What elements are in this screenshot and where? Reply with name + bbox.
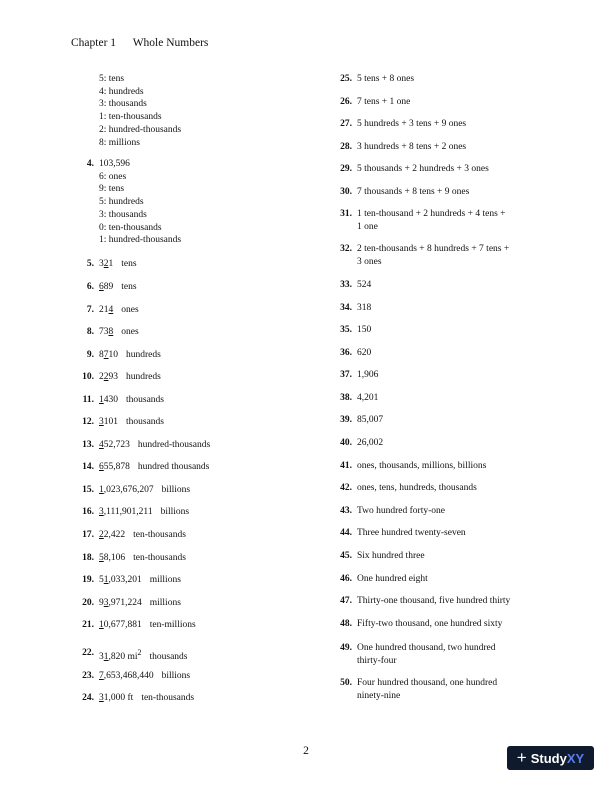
exercise-number: 50. bbox=[340, 678, 352, 688]
exercise-number: 29. bbox=[340, 164, 352, 174]
answer-line: thirty-four bbox=[357, 655, 397, 666]
number-part: 101 bbox=[103, 417, 118, 427]
answer-line: Four hundred thousand, one hundred bbox=[357, 678, 498, 688]
underlined-digit: 2 bbox=[103, 372, 109, 382]
digit-place-line: 9: tens bbox=[99, 184, 125, 195]
digit-place-line: 5: hundreds bbox=[99, 197, 144, 208]
answer-line: Three hundred twenty-seven bbox=[357, 528, 466, 538]
answer-text bbox=[99, 619, 196, 632]
answer-text bbox=[99, 597, 181, 610]
answer-line: Two hundred forty-one bbox=[357, 506, 445, 516]
answer-line: 85,007 bbox=[357, 415, 384, 425]
place-value: thousands bbox=[126, 395, 164, 405]
exercise-number: 17. bbox=[82, 530, 94, 540]
exercise-number: 44. bbox=[340, 528, 352, 538]
number-part: 1 bbox=[108, 259, 114, 269]
exercise-number: 27. bbox=[340, 119, 352, 129]
number-part: 10 bbox=[108, 350, 118, 360]
place-value: thousands bbox=[126, 417, 164, 427]
answer-line: Thirty-one thousand, five hundred thirty bbox=[357, 596, 511, 606]
place-value: ten-thousands bbox=[141, 693, 195, 703]
place-value: ones bbox=[121, 327, 139, 337]
answer-text bbox=[99, 394, 164, 407]
page-number: 2 bbox=[303, 745, 309, 757]
exercise-number: 25. bbox=[340, 74, 352, 84]
answer-text bbox=[99, 647, 187, 664]
place-value: ten-millions bbox=[149, 620, 196, 630]
underlined-digit: 1 bbox=[103, 575, 109, 585]
exponent: 2 bbox=[137, 648, 142, 657]
answer-line: 1 one bbox=[357, 221, 378, 232]
exercise-number: 32. bbox=[340, 244, 352, 254]
brand-name: Study bbox=[530, 750, 567, 766]
exercise-number: 7. bbox=[86, 305, 94, 315]
place-value: hundred thousands bbox=[137, 462, 210, 472]
answer-text bbox=[99, 281, 137, 294]
exercise-number: 11. bbox=[82, 395, 94, 405]
place-value: billions bbox=[161, 485, 191, 495]
exercise-number: 8. bbox=[86, 327, 94, 337]
place-value: hundreds bbox=[126, 350, 161, 360]
place-value: billions bbox=[160, 507, 190, 517]
exercise-number: 33. bbox=[340, 280, 352, 290]
answer-line: 2 ten-thousands + 8 hundreds + 7 tens + bbox=[357, 244, 510, 254]
plus-icon: + bbox=[516, 748, 527, 767]
answer-text bbox=[99, 692, 194, 705]
exercise-number: 40. bbox=[340, 438, 352, 448]
continuation-line: 5: tens bbox=[99, 74, 125, 84]
number-part: 2 bbox=[99, 372, 104, 382]
answer-line: 150 bbox=[357, 325, 372, 335]
place-value: ten-thousands bbox=[133, 553, 186, 563]
answer-line: 7 thousands + 8 tens + 9 ones bbox=[357, 187, 470, 197]
exercise-number: 22. bbox=[82, 648, 94, 658]
answer-line: 5 tens + 8 ones bbox=[357, 74, 415, 84]
number-part: 3 bbox=[99, 259, 104, 269]
underlined-digit: 3 bbox=[99, 507, 104, 517]
answer-line: 4,201 bbox=[357, 393, 379, 403]
exercise-number: 35. bbox=[340, 325, 352, 335]
exercise-number: 42. bbox=[340, 483, 352, 493]
underlined-digit: 2 bbox=[99, 530, 104, 540]
answer-text bbox=[99, 349, 161, 362]
number-part: 430 bbox=[103, 395, 118, 405]
digit-place-line: 1: hundred-thousands bbox=[99, 235, 182, 246]
continuation-line: 8: millions bbox=[99, 137, 140, 148]
exercise-number: 30. bbox=[340, 187, 352, 197]
underlined-digit: 8 bbox=[108, 327, 114, 337]
answer-line: 1 ten-thousand + 2 hundreds + 4 tens + bbox=[357, 209, 506, 219]
answer-text bbox=[99, 416, 164, 429]
answer-line: 3 ones bbox=[357, 256, 382, 267]
place-value: ones bbox=[121, 305, 139, 315]
exercise-number: 6. bbox=[86, 282, 94, 292]
underlined-digit: 1 bbox=[99, 395, 104, 405]
number-part: 2,422 bbox=[103, 530, 126, 540]
number-part: 21 bbox=[99, 305, 109, 315]
answer-value: 103,596 bbox=[99, 159, 130, 169]
exercise-number: 43. bbox=[340, 506, 352, 516]
answer-line: Fifty-two thousand, one hundred sixty bbox=[357, 619, 503, 629]
answer-line: 318 bbox=[357, 303, 372, 313]
number-part: 55,878 bbox=[103, 462, 130, 472]
answer-line: One hundred eight bbox=[357, 574, 428, 584]
answer-line: 524 bbox=[357, 280, 372, 290]
underlined-digit: 1 bbox=[99, 620, 104, 630]
answer-line: ninety-nine bbox=[357, 690, 401, 701]
exercise-number: 9. bbox=[86, 350, 94, 360]
answer-line: One hundred thousand, two hundred bbox=[357, 643, 496, 653]
exercise-number: 15. bbox=[82, 485, 94, 495]
exercise-number: 37. bbox=[340, 370, 352, 380]
exercise-number: 47. bbox=[340, 596, 352, 606]
answer-text bbox=[99, 258, 137, 271]
answer-line: 3 hundreds + 8 tens + 2 ones bbox=[357, 142, 467, 152]
underlined-digit: 6 bbox=[99, 462, 104, 472]
exercise-number: 19. bbox=[82, 575, 94, 585]
number-part: 9 bbox=[99, 598, 104, 608]
place-value: billions bbox=[161, 671, 191, 681]
exercise-number: 4. bbox=[86, 159, 94, 169]
underlined-digit: 4 bbox=[99, 440, 104, 450]
exercise-number: 46. bbox=[340, 574, 352, 584]
digit-place-line: 6: ones bbox=[99, 171, 127, 182]
underlined-digit: 2 bbox=[103, 259, 109, 269]
number-part: 3 bbox=[99, 652, 104, 663]
answer-text bbox=[99, 552, 186, 565]
exercise-number: 26. bbox=[340, 97, 352, 107]
exercise-number: 39. bbox=[340, 415, 352, 425]
underlined-digit: 3 bbox=[99, 693, 104, 703]
place-value: thousands bbox=[149, 652, 188, 663]
underlined-digit: 4 bbox=[108, 305, 114, 315]
exercise-number: 21. bbox=[82, 620, 94, 630]
place-value: hundreds bbox=[126, 372, 161, 382]
exercise-number: 12. bbox=[82, 417, 94, 427]
exercise-number: 36. bbox=[340, 348, 352, 358]
exercise-number: 48. bbox=[340, 619, 352, 629]
continuation-line: 4: hundreds bbox=[99, 86, 144, 97]
answer-text bbox=[99, 670, 190, 683]
number-part: ,111,901,211 bbox=[103, 507, 153, 517]
studyxy-badge[interactable] bbox=[507, 746, 594, 770]
answer-line: 7 tens + 1 one bbox=[357, 97, 411, 107]
exercise-number: 20. bbox=[82, 598, 94, 608]
page-header bbox=[71, 37, 222, 49]
underlined-digit: 5 bbox=[99, 553, 104, 563]
exercise-number: 41. bbox=[340, 461, 352, 471]
place-value: tens bbox=[121, 282, 137, 292]
exercise-number: 24. bbox=[82, 693, 94, 703]
answer-line: ones, tens, hundreds, thousands bbox=[357, 483, 477, 493]
number-part: ,023,676,207 bbox=[103, 485, 154, 495]
exercise-number: 5. bbox=[86, 259, 94, 269]
place-value: millions bbox=[149, 575, 181, 585]
number-part: 1,000 ft bbox=[103, 693, 134, 703]
answer-text bbox=[99, 439, 210, 452]
exercise-number: 49. bbox=[340, 643, 352, 653]
underlined-digit: 7 bbox=[99, 671, 104, 681]
place-value: ten-thousands bbox=[133, 530, 186, 540]
answer-line: 5 hundreds + 3 tens + 9 ones bbox=[357, 119, 467, 129]
digit-place-line: 0: ten-thousands bbox=[99, 222, 162, 233]
answer-line: 5 thousands + 2 hundreds + 3 ones bbox=[357, 164, 489, 174]
answer-text bbox=[99, 326, 139, 339]
number-part: 52,723 bbox=[103, 440, 130, 450]
place-value: hundred-thousands bbox=[137, 440, 211, 450]
number-part: ,971,224 bbox=[108, 598, 142, 608]
place-value: millions bbox=[149, 598, 181, 608]
exercise-number: 31. bbox=[340, 209, 352, 219]
answer-line: 1,906 bbox=[357, 370, 379, 380]
exercise-number: 16. bbox=[82, 507, 94, 517]
exercise-number: 38. bbox=[340, 393, 352, 403]
answer-text bbox=[99, 371, 161, 384]
number-part: 8 bbox=[99, 350, 104, 360]
number-part: 93 bbox=[108, 372, 118, 382]
answer-line: 26,002 bbox=[357, 438, 384, 448]
underlined-digit: 3 bbox=[99, 417, 104, 427]
continuation-line: 2: hundred-thousands bbox=[99, 124, 182, 135]
continuation-line: 3: thousands bbox=[99, 99, 147, 110]
exercise-number: 28. bbox=[340, 142, 352, 152]
answer-text bbox=[99, 574, 181, 587]
number-part: ,653,468,440 bbox=[103, 671, 154, 681]
number-part: 5 bbox=[99, 575, 104, 585]
exercise-number: 45. bbox=[340, 551, 352, 561]
exercise-number: 34. bbox=[340, 303, 352, 313]
answer-line: ones, thousands, millions, billions bbox=[357, 461, 487, 471]
answer-text bbox=[99, 506, 189, 519]
number-part: 73 bbox=[99, 327, 109, 337]
brand-accent: XY bbox=[566, 750, 585, 766]
continuation-line: 1: ten-thousands bbox=[99, 112, 162, 123]
number-part: ,033,201 bbox=[108, 575, 142, 585]
exercise-number: 18. bbox=[82, 553, 94, 563]
answer-text bbox=[99, 529, 186, 542]
exercise-number: 10. bbox=[82, 372, 94, 382]
answer-text bbox=[99, 304, 139, 317]
number-part: 0,677,881 bbox=[103, 620, 142, 630]
exercise-number: 23. bbox=[82, 671, 94, 681]
chapter-label: Chapter 1 bbox=[71, 37, 117, 49]
place-value: tens bbox=[121, 259, 137, 269]
underlined-digit: 3 bbox=[103, 598, 109, 608]
exercise-number: 13. bbox=[82, 440, 94, 450]
digit-place-line: 3: thousands bbox=[99, 209, 147, 220]
underlined-digit: 1 bbox=[103, 652, 109, 663]
answer-text bbox=[99, 484, 190, 497]
answer-line: Six hundred three bbox=[357, 551, 425, 561]
underlined-digit: 7 bbox=[103, 350, 109, 360]
answer-text bbox=[99, 461, 209, 474]
chapter-title: Whole Numbers bbox=[132, 37, 209, 49]
number-part: ,820 mi bbox=[108, 652, 138, 663]
number-part: 8,106 bbox=[103, 553, 126, 563]
number-part: 89 bbox=[103, 282, 114, 292]
underlined-digit: 6 bbox=[99, 282, 104, 292]
exercise-number: 14. bbox=[82, 462, 94, 472]
underlined-digit: 1 bbox=[99, 485, 104, 495]
answer-line: 620 bbox=[357, 348, 372, 358]
